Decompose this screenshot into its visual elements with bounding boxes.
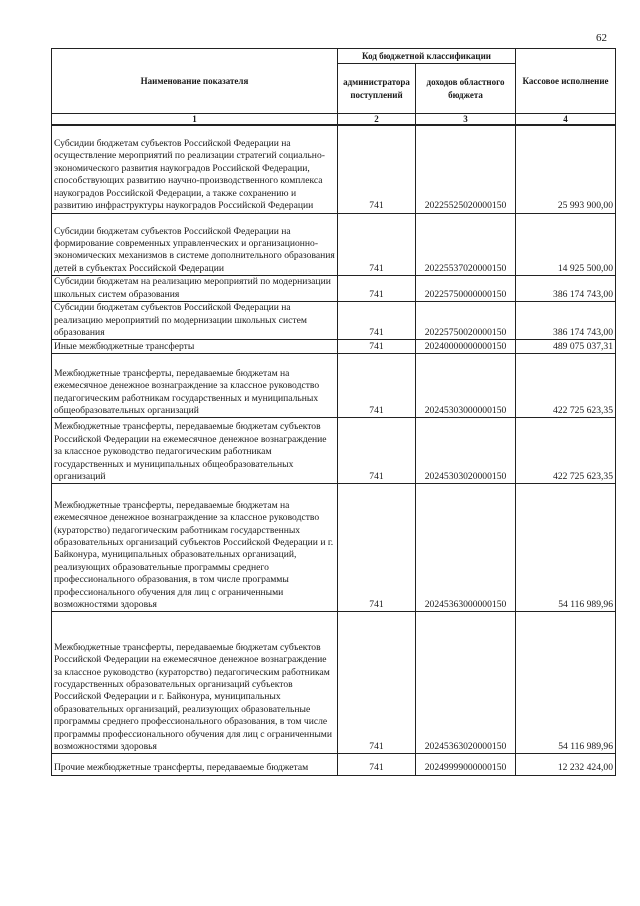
row-amount: 54 116 989,96 bbox=[516, 484, 616, 612]
row-amount: 25 993 900,00 bbox=[516, 125, 616, 213]
row-admin-code: 741 bbox=[338, 340, 416, 354]
row-name: Субсидии бюджетам субъектов Российской Федерации на осуществление мероприятий по реализации стратегий социально-экономического развития наукоградов Российской Федерации, способствующих развитию научно-производственного комплекса наукоградов Российской Федерации, а также сохранению и развитию инфраструктуры наукоградов Российской Федерации bbox=[52, 125, 338, 213]
row-admin-code: 741 bbox=[338, 302, 416, 340]
column-number: 3 bbox=[416, 114, 516, 126]
table-row bbox=[52, 612, 616, 754]
row-income-code: 20240000000000150 bbox=[416, 340, 516, 354]
table-row bbox=[52, 418, 616, 484]
row-admin-code: 741 bbox=[338, 754, 416, 775]
column-number: 1 bbox=[52, 114, 338, 126]
table-row bbox=[52, 302, 616, 340]
row-income-code: 20249999000000150 bbox=[416, 754, 516, 775]
row-admin-code: 741 bbox=[338, 276, 416, 302]
row-amount: 386 174 743,00 bbox=[516, 276, 616, 302]
row-admin-code: 741 bbox=[338, 354, 416, 418]
row-name: Субсидии бюджетам субъектов Российской Федерации на формирование современных управленческих и организационно-экономических механизмов в системе дополнительного образования детей в субъектах Российской Федерации bbox=[52, 213, 338, 276]
row-admin-code: 741 bbox=[338, 125, 416, 213]
row-income-code: 20225525020000150 bbox=[416, 125, 516, 213]
header-income: доходов областного бюджета bbox=[416, 64, 516, 114]
table-row bbox=[52, 754, 616, 775]
table-header bbox=[52, 49, 616, 126]
row-amount: 489 075 037,31 bbox=[516, 340, 616, 354]
row-income-code: 20225537020000150 bbox=[416, 213, 516, 276]
row-income-code: 20245363020000150 bbox=[416, 612, 516, 754]
header-amount: Кассовое исполнение bbox=[516, 49, 616, 114]
column-number: 4 bbox=[516, 114, 616, 126]
row-name: Прочие межбюджетные трансферты, передаваемые бюджетам bbox=[52, 754, 338, 775]
row-amount: 422 725 623,35 bbox=[516, 418, 616, 484]
table-body bbox=[52, 125, 616, 775]
page-number: 62 bbox=[596, 32, 607, 44]
header-admin: администратора поступлений bbox=[338, 64, 416, 114]
row-name: Межбюджетные трансферты, передаваемые бюджетам субъектов Российской Федерации на ежемесячное денежное вознаграждение за классное руководство педагогическим работникам государственных и муниципальных общеобразовательных организаций bbox=[52, 418, 338, 484]
header-code-group: Код бюджетной классификации bbox=[338, 49, 516, 64]
row-admin-code: 741 bbox=[338, 612, 416, 754]
row-income-code: 20225750000000150 bbox=[416, 276, 516, 302]
row-name: Межбюджетные трансферты, передаваемые бюджетам субъектов Российской Федерации на ежемесячное денежное вознаграждение за классное руководство (кураторство) педагогическим работникам государственных образовательных организаций субъектов Российской Федерации и г. Байконура, муниципальных образовательных организаций, реализующих образовательные программы среднего профессионального образования, в том числе программы профессионального обучения для лиц с ограниченными возможностями здоровья bbox=[52, 612, 338, 754]
table-row bbox=[52, 276, 616, 302]
table-row bbox=[52, 213, 616, 276]
row-name: Межбюджетные трансферты, передаваемые бюджетам на ежемесячное денежное вознаграждение за классное руководство (кураторство) педагогическим работникам государственных образовательных организаций субъектов Российской Федерации и г. Байконура, муниципальных образовательных организаций, реализующих образовательные программы среднего профессионального образования, в том числе программы профессионального обучения для лиц с ограниченными возможностями здоровья bbox=[52, 484, 338, 612]
table-row bbox=[52, 340, 616, 354]
row-name: Субсидии бюджетам на реализацию мероприятий по модернизации школьных систем образования bbox=[52, 276, 338, 302]
table-row bbox=[52, 125, 616, 213]
table-row bbox=[52, 484, 616, 612]
row-income-code: 20225750020000150 bbox=[416, 302, 516, 340]
row-name: Иные межбюджетные трансферты bbox=[52, 340, 338, 354]
row-amount: 422 725 623,35 bbox=[516, 354, 616, 418]
row-amount: 12 232 424,00 bbox=[516, 754, 616, 775]
table-row bbox=[52, 354, 616, 418]
row-amount: 54 116 989,96 bbox=[516, 612, 616, 754]
row-name: Межбюджетные трансферты, передаваемые бюджетам на ежемесячное денежное вознаграждение за классное руководство педагогическим работникам государственных и муниципальных общеобразовательных организаций bbox=[52, 354, 338, 418]
row-name: Субсидии бюджетам субъектов Российской Федерации на реализацию мероприятий по модернизации школьных систем образования bbox=[52, 302, 338, 340]
header-name: Наименование показателя bbox=[52, 49, 338, 114]
row-amount: 14 925 500,00 bbox=[516, 213, 616, 276]
row-admin-code: 741 bbox=[338, 484, 416, 612]
budget-table bbox=[51, 48, 616, 776]
row-admin-code: 741 bbox=[338, 418, 416, 484]
row-income-code: 20245303020000150 bbox=[416, 418, 516, 484]
column-number: 2 bbox=[338, 114, 416, 126]
row-income-code: 20245303000000150 bbox=[416, 354, 516, 418]
row-admin-code: 741 bbox=[338, 213, 416, 276]
row-amount: 386 174 743,00 bbox=[516, 302, 616, 340]
row-income-code: 20245363000000150 bbox=[416, 484, 516, 612]
